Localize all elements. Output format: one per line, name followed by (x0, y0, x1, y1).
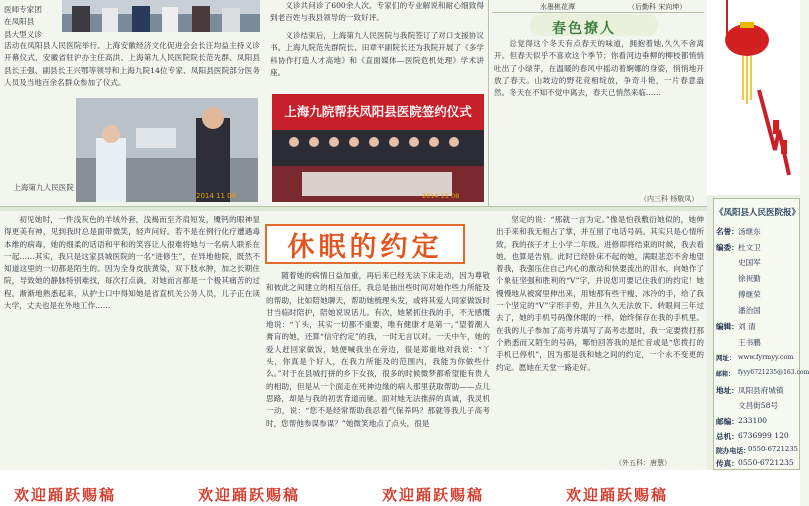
intro-line: 在凤阳县 (4, 17, 35, 27)
svg-text:2014 11 08: 2014 11 08 (196, 192, 237, 200)
masthead-row: 网址： www.fyrmyy.com (716, 353, 794, 362)
article-para1-tail: 上海第九人民医院 (13, 183, 74, 192)
masthead-row: 邮编： 233100 (716, 416, 767, 426)
poem-top-rule (492, 12, 704, 13)
masthead-row: 传真： 0550-6721235 (716, 458, 794, 468)
exam-photo (76, 98, 258, 202)
intro-line: 县大型义诊 (4, 29, 42, 39)
masthead-row: 编委： 杜文卫 (716, 243, 761, 252)
poem-title: 春色撩人 (552, 21, 616, 37)
main-col3: 坚定的说：“那就一言为定。”像是怕我敷衍她似的，她伸出手来和我无相占了掌，并互留了电话号码。其实只是心情所致，我的孩子才上小学二年级。进修即将结束的时候，我去看她。也算是告别。此时已经卧床不起的她，满眼悲恋不舍地望着我，我强压住自己内心的激动和快要流出的泪水，向她作了个象征坚强和胜利的“V”字，并说您可要记住我们的约定！她慢慢地从被窝里伸出来，用她那有些干瘦、冰冷的手，给了我一个坚定的“V”字形手势，并且久久无法放下。转眼间三年过去了，她的手机号码像休眠的一样，始终保存在我的手机里。在我的儿子参加了高考并填写了高考志愿时，我一定要拨打那个熟悉而又陌生的号码，哪怕回答我的是忙音或是“您拨打的手机已停机”，因为那是我和她之间的约定，一个永不变更的约定。愿她在天堂一路走好。 (496, 215, 704, 372)
poem-header-note: 水墨桃花潭 (540, 3, 575, 11)
intro-line: 医师专家团 (4, 5, 42, 14)
article-para1: 活动在凤阳县人民医院举行。上海安徽经济文化促进会会长汪均益主持义诊开幕仪式，安徽省驻沪办主任高洪、上海第九人民医院院长范先群、凤阳县县长王强、副县长王兴鄂等领导和上海九院14位专家、凤阳县医院部分医务人员及当地百余名群众参加了仪式。 (4, 41, 260, 87)
main-title-box (265, 224, 465, 264)
footer-slogan: 欢迎踊跃赐稿 (382, 486, 485, 504)
column-divider (488, 0, 489, 206)
masthead-box (713, 198, 809, 470)
top-left-photo (62, 0, 260, 32)
article-para2: 义诊共问诊了600余人次。专家们的专业解说和耐心细致得到老百姓与我县领导的一致好评。 (270, 1, 484, 23)
main-col1-top: 初见她时，一件浅灰色的羊绒外套，浅褐而至齐肩短发，魇钙的眼神显得更美有神，见到我时总是面带微笑，轻声问好。若不是在例行化疗遭遇毒本维的病毒，她的细柔的话语和平和的笑容让人很难将她与一名病人联系在一起……其实，我只是这家县城医院的一名“进修生”，在异地他院，既然不知道这里的一切都是陌生的。因为全身皮肤黄染，双下肢水肿，加之长期住院，导致她的静脉特别难找，每次打点滴，对她而言都是一个极其痛苦的过程。渐渐地熟悉起来，从护士口中得知她是省直机关公务人员，儿子正在读大学，丈夫也是在外地工作…… (4, 215, 260, 311)
masthead-row: 邮箱： fyyy6721235@163.com (716, 369, 809, 378)
masthead-title: 《凤阳县人民医院报》 (715, 208, 801, 218)
footer-band (0, 470, 800, 506)
footer-slogan: 欢迎踊跃赐稿 (14, 486, 117, 504)
footer-slogan: 欢迎踊跃赐稿 (198, 486, 301, 504)
masthead-row: 名誉： 汤继东 (716, 227, 761, 236)
poem-header-author: （后勤科 宋向坤） (628, 3, 687, 11)
main-author: （外五科：唐慧） (615, 459, 671, 467)
masthead-row: 院办电话： 0550-6721235 (716, 445, 798, 455)
main-col2: 随着她的病情日益加重，再后来已经无法下床走动，因为尊敬和彼此之间建立的相互信任，我总是抽出些时间对她作些力所能及的帮助，比如陪她聊天，帮助她梳理头发，或将其爱人同家做饭时甘当临时陪护，陪她说说话儿。有次，她紧抓住我的手，不无感慨地说：“丫头，其实一切都不重要，唯有健康才是第一。”望着潮人膏肓的她，还算“信守约定”的我，一时无言以对。一天中午，她的爱人赶回家做饭，她便喊我坐在旁边，很是郑重地对我说：“丫头，你真是个好人，在我力所能及的范围内，我能为你做些什么。”对于在县城打拼的乡下女孩，很多的时候微梦都希望能有贵人的相助，但是从一个面走在死神边缘的病人那里获取帮助——点儿思路，却是与我的初衷背道而驰。面对她无法推辞的真诚，我灵机一动，说：“您不是经常帮助我忍着气保养吗？那就等我儿子高考时，您帮他参谋参谋？”她微笑地点了点头，很是 (266, 271, 490, 428)
masthead-row: 编辑： 刘 清 (716, 322, 756, 331)
poem-author: （内三科 杨敬凤） (640, 195, 699, 203)
masthead-row: 地址： 凤阳县府城镇 (716, 386, 784, 395)
signing-ceremony-photo (272, 94, 484, 202)
main-title: 休眠的约定 (287, 231, 443, 263)
masthead-row: 总机： 6736999 120 (716, 431, 789, 441)
intro-lines (4, 4, 60, 41)
photo-date: 2014 11 08 (422, 192, 460, 200)
newspaper-page: 医师专家团 在凤阳县 县大型义诊 活动在凤阳县人民医院举行。上海安徽经济文化促进会会长汪均益主持义诊开幕仪式，安徽省驻沪办主任高洪、上海第九人民医院院长范先群、凤阳县县长王强、副县长王兴鄂等领导和上海九院14位专家、凤阳县医院部分医务人员及当地百余名群众参加了仪式。 2014 11 08 上海第九人民医院 义诊共问诊了600余人次。专家们的专业解说和耐心细致得到老百姓与我县领导的一致好评。 义诊结束后，上海第九人民医院与我院签订了对口支援协议书。上海九院范先群院长、田章平副院长还为我院开展了《多学科协作打造人才高地》和《直面媒体—医院危机处理》学术讲座。 上海九院帮扶凤阳县医院签约仪式 2014 11 08 水墨桃花潭 （后勤科 宋向坤） 春色撩人 总觉得这个冬天有点春天的味道，拥抱着她,久久不舍离开。但春天似乎不喜欢这个季节；你看河边垂柳的柳枝都悄悄吐出了小绿芽，在温暖的春风中摇动着婀娜的身姿，悄悄地开放了春天。山坡边的野花竞相绽放，争奇斗艳，一片春意盎然。冬天在不知不觉中离去，春天已悄然来临…… （内三科 杨敬凤） 初见她时，一件浅灰色的羊绒外套，浅褐而至齐肩短发，魇钙的眼神显得更美有神，见到我时总是面带微笑，轻声问好。若不是在例行化疗遭遇毒本维的病毒，她的细柔的话语和平和的笑容让人很难将她与一名病人联系在一起……其实，我只是这家县城医院的一名“进修生”，在异地他院，既然不知道这里的一切都是陌生的。因为全身皮肤黄染，双下肢水肿，加之长期住院，导致她的静脉特别难找，每次打点滴，对她而言都是一个极其痛苦的过程。渐渐地熟悉起来，从护士口中得知她是省直机关公务人员，儿子正在读大学，丈夫也是在外地工作…… 休眠的约定 随着她的病情日益加重，再后来已经无法下床走动，因为尊敬和彼此之间建立的相互信任，我总是抽出些时间对她作些力所能及的帮助，比如陪她聊天，帮助她梳理头发，或将其爱人同家做饭时甘当临时陪护，陪她说说话儿。有次，她紧抓住我的手，不无感慨地说：“丫头，其实一切都不重要，唯有健康才是第一。”望着潮人膏肓的她，还算“信守约定”的我，一时无言以对。一天中午，她的爱人赶回家做饭，她便喊我坐在旁边，很是郑重地对我说：“丫头，你真是个好人，在我力所能及的范围内，我能为你做些什么。”对于在县城打拼的乡下女孩，很多的时候微梦都希望能有贵人的相助，但是从一个面走在死神边缘的病人那里获取帮助——点儿思路，却是与我的初衷背道而驰。面对她无法推辞的真诚，我灵机一动，说：“您不是经常帮助我忍着气保养吗？那就等我儿子高考时，您帮他参谋参谋？”她微笑地点了点头，很是 坚定的说：“那就一言为定。”像是怕我敷衍她似的，她伸出手来和我无相占了掌，并互留了电话号码。其实只是心情所致，我的孩子才上小学二年级。进修即将结束的时候，我去看她。也算是告别。此时已经卧床不起的她，满眼悲恋不舍地望着我，我强压住自己内心的激动和快要流出的泪水，向她作了个象征坚强和胜利的“V”字，并说您可要记住我们的约定！她慢慢地从被窝里伸出来，用她那有些干瘦、冰冷的手，给了我一个坚定的“V”字形手势，并且久久无法放下。转眼间三年过去了，她的手机号码像休眠的一样，始终保存在我的手机里。在我的儿子参加了高考并填写了高考志愿时，我一定要拨打那个熟悉而又陌生的号码，哪怕回答我的是忙音或是“您拨打的手机已停机”，因为那是我和她之间的约定，一个永不变更的约定。愿她在天堂一路走好。 （外五科：唐慧） 《凤阳县人民医院报》 名誉： 汤继东 编委： 杜文卫 史国军 徐祝勤 傅继荣 潘治国 编辑： 刘 清 王书鹏 网址： www.fyrmyy.com 邮箱： fyyy6721235@163.com 地址： 凤阳县府城镇 文昌街58号 邮编： 233100 总机： 6736999 120 院办电话： 0550-6721235 传真： 0550-6721235 欢迎踊跃赐稿 欢迎踊跃赐稿 欢迎踊跃赐稿 欢迎踊跃赐稿 (0, 0, 800, 506)
section-band (0, 206, 707, 211)
lantern-decoration (707, 0, 800, 195)
poem-body: 总觉得这个冬天有点春天的味道，拥抱着她,久久不舍离开。但春天似乎不喜欢这个季节；你看河边垂柳的柳枝都悄悄吐出了小绿芽，在温暖的春风中摇动着婀娜的身姿，悄悄地开放了春天。山坡边的野花竞相绽放，争奇斗艳，一片春意盎然。冬天在不知不觉中离去，春天已悄然来临…… (494, 39, 704, 98)
banner-text: 上海九院帮扶凤阳县医院签约仪式 (284, 104, 472, 119)
article-para3: 义诊结束后，上海第九人民医院与我院签订了对口支援协议书。上海九院范先群院长、田章平副院长还为我院开展了《多学科协作打造人才高地》和《直面媒体—医院危机处理》学术讲座。 (270, 31, 484, 77)
footer-slogan: 欢迎踊跃赐稿 (566, 486, 669, 504)
